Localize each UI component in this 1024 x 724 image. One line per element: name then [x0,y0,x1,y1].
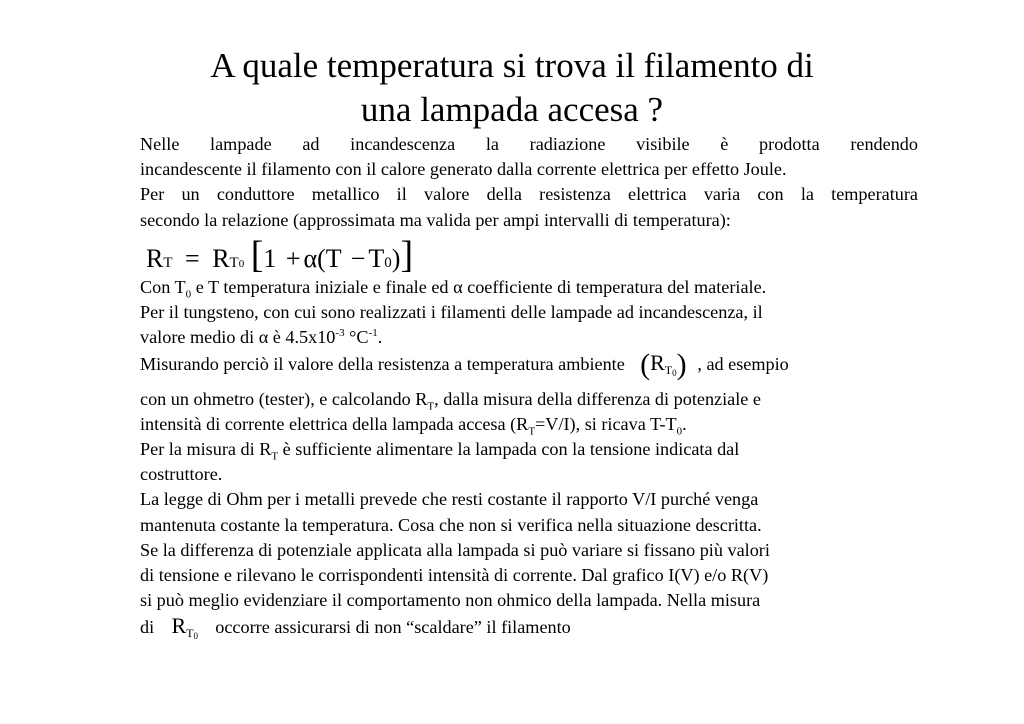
text-line: Con $T_0$ e T temperatura iniziale e finale ed α coefficiente di temperatura del materiale. [140,276,767,301]
text-line: con un ohmetro (tester), e calcolando $R_T$, dalla misura della differenza di potenziale e [140,388,761,413]
formula-minus: − [350,243,366,273]
formula-t0-sub: 0 [384,254,392,271]
formula-one: 1 [263,243,277,273]
formula-r0: R [212,243,230,273]
text-line: incandescente il filamento con il calore generato dalla corrente elettrica per effetto Joule. [140,159,787,180]
document-body [140,132,918,650]
inline-r0-symbol: $R_{T0}$ [171,613,198,642]
text-line: secondo la relazione (approssimata ma valida per ampi intervalli di temperatura): [140,209,731,230]
formula-r: R [146,243,164,273]
formula-eq: = [185,243,200,273]
resistance-formula [140,235,918,275]
title-line-1: A quale temperatura si trova il filamento di [210,46,814,85]
formula-open-bracket: [ [250,233,264,276]
formula-sub-t: T [163,254,173,271]
formula-close-paren: ) [391,243,401,273]
text-line: si può meglio evidenziare il comportamento non ohmico della lampada. Nella misura [140,590,761,611]
text-line: di $R_{T0}$ occorre assicurarsi di non “scaldare” il filamento [140,613,918,649]
formula-close-bracket: ] [400,233,414,276]
text-line: Se la differenza di potenziale applicata alla lampada si può variare si fissano più valori [140,539,770,560]
text-line: intensità di corrente elettrica della lampada accesa $(R_T=V/I)$, si ricava $T-T_0$. [140,413,687,438]
text-line: Per il tungsteno, con cui sono realizzati i filamenti delle lampade ad incandescenza, il [140,302,763,323]
text-line: Nelle lampade ad incandescenza la radiazione visibile è prodotta rendendo [140,134,918,154]
text-line: La legge di Ohm per i metalli prevede che resti costante il rapporto V/I purché venga [140,489,759,510]
text-line: mantenuta costante la temperatura. Cosa che non si verifica nella situazione descritta. [140,514,762,535]
text-line: Per la misura di $R_T$ è sufficiente alimentare la lampada con la tensione indicata dal [140,439,740,463]
title-line-2: una lampada accesa ? [360,90,664,129]
text-line: di tensione e rilevano le corrispondenti intensità di corrente. Dal grafico I(V) e/o R(V) [140,565,769,586]
formula-sub-t0: T [229,254,239,271]
formula-plus: + [285,243,301,273]
text-line: costruttore. [140,464,223,485]
formula-t0: T [368,243,385,273]
text-line: valore medio di α è $4.5x10^{-3}$ $^\circ C^{-1}$. [140,327,383,348]
formula-alpha: α(T [303,243,342,273]
formula-sub-zero: 0 [238,257,245,270]
page-title [0,44,1024,132]
text-line: Per un conduttore metallico il valore della resistenza elettrica varia con la temperatura [140,184,918,205]
text-line: Misurando perciò il valore della resistenza a temperatura ambiente $(R_{T0})$ , ad esempio [140,350,918,386]
inline-r0-formula: $(R_{T0})$ [640,348,687,382]
